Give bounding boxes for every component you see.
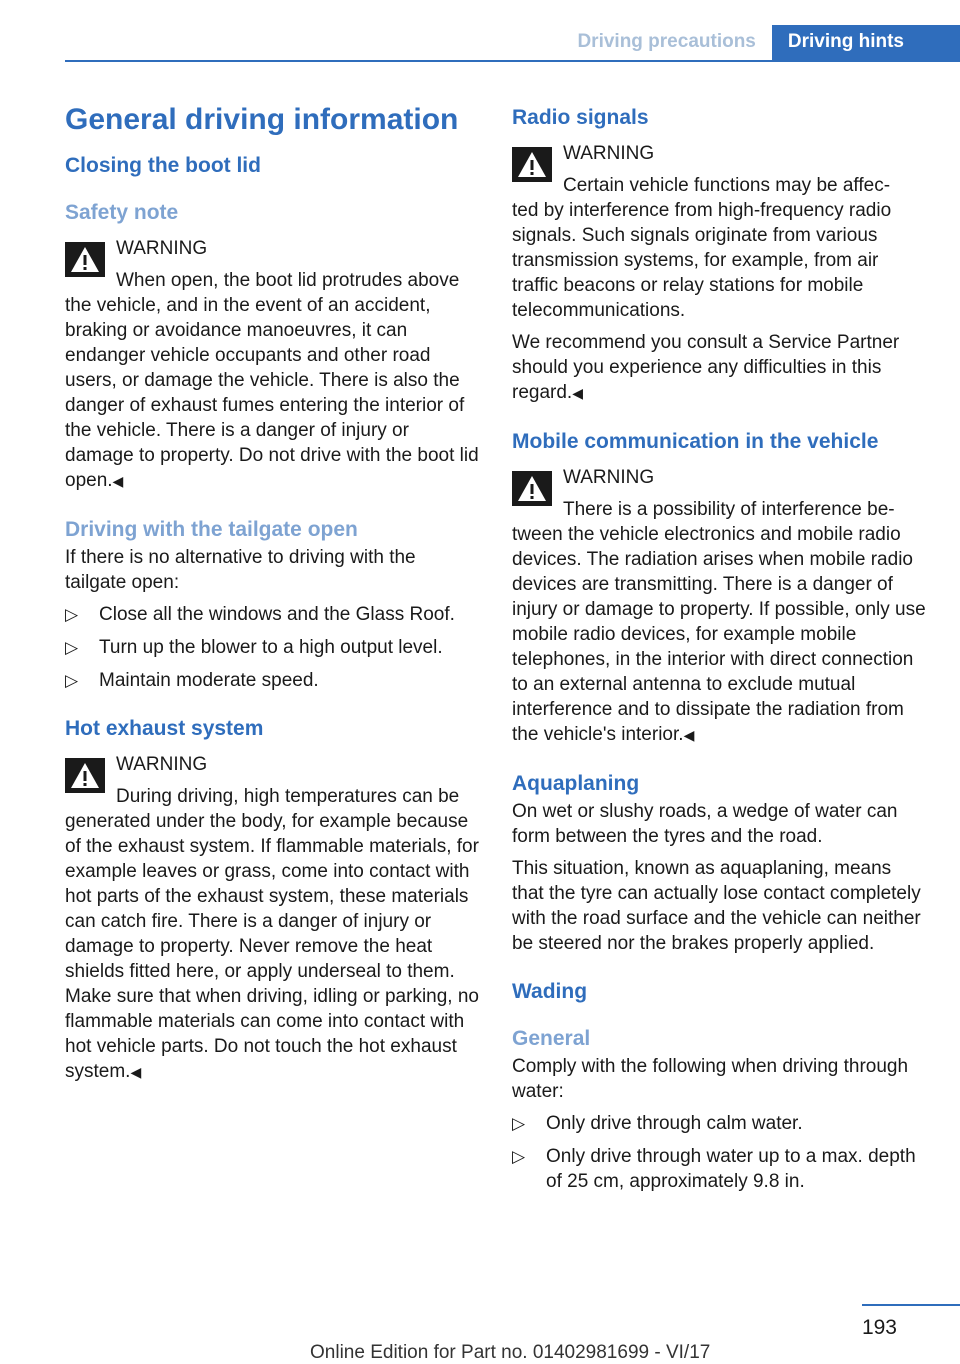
warning-text: ted by interference from high-frequency radio signals. Such signals originate from various transmission systems, for example, from air traffic beacons or relay stations for mobile telecommunications. (512, 200, 892, 321)
list-item: ▷ Only drive through water up to a max. depth of 25 cm, approximately 9.8 in. (512, 1146, 916, 1192)
end-mark: ◀ (572, 385, 583, 401)
end-mark: ◀ (130, 1064, 142, 1080)
aquaplaning-text: This situation, known as aquaplaning, means that the tyre can actually lose contact completely with the road surface and the vehicle can neither be steered nor the brakes properly applied. (512, 858, 921, 954)
safety-warning (65, 236, 479, 494)
bullet-icon: ▷ (512, 1114, 526, 1133)
aquaplaning-heading: Aquaplaning (512, 772, 640, 795)
tailgate-heading: Driving with the tailgate open (65, 518, 358, 541)
warning-text-first: When open, the boot lid protrudes above (116, 270, 460, 291)
general-heading: General (512, 1027, 591, 1050)
tab-driving-precautions[interactable]: Driving precautions (577, 31, 756, 52)
tailgate-intro: If there is no alternative to driving with the tailgate open: (65, 547, 416, 593)
aquaplaning-text: On wet or slushy roads, a wedge of water can form between the tyres and the road. (512, 801, 898, 847)
radio-recommend: We recommend you consult a Service Partner should you experience any difficulties in this regard. (512, 332, 900, 403)
warning-label: WARNING (116, 754, 208, 775)
radio-signals-heading: Radio signals (512, 106, 649, 129)
warning-label: WARNING (116, 238, 208, 259)
warning-text: tween the vehicle electronics and mobile radio devices. The radiation arises when mobile radio devices are transmitting. There is a danger of injury or damage to property. If possible, only use mobile radio devices, for example mobile telephones, in the interior with direct connection to an external antenna to exclude mutual interference and to dissipate the radiation from the vehicle's interior. (512, 524, 926, 745)
radio-warning (512, 141, 926, 323)
warning-triangle-icon (512, 147, 552, 182)
list-item: ▷ Maintain moderate speed. (65, 670, 319, 691)
safety-note-heading: Safety note (65, 201, 179, 224)
bullet-icon: ▷ (512, 1147, 526, 1166)
end-mark: ◀ (112, 473, 124, 489)
page-number: 193 (861, 1316, 897, 1339)
warning-text: the vehicle, and in the event of an accident, braking or avoidance manoeuvres, it can endanger vehicle occupants and other road users, or damage the vehicle. There is also the danger of exhaust fumes entering the interior of the vehicle. There is a danger of injury or damage to property. Do not drive with the boot lid open. (65, 295, 479, 491)
header-tabs (577, 25, 960, 61)
warning-triangle-icon (65, 758, 105, 793)
warning-text-first: There is a possibility of interference be- (563, 499, 895, 520)
footer-edition: Online Edition for Part no. 01402981699 - VI/17 (310, 1342, 711, 1363)
bullet-icon: ▷ (65, 638, 79, 657)
warning-text: generated under the body, for example because of the exhaust system. If flammable materials, for example leaves or grass, come into contact with hot parts of the exhaust system, these materials can catch fire. There is a danger of injury or damage to property. Never remove the heat shields fitted here, or apply underseal to them. Make sure that when driving, idling or parking, no flammable materials can come into contact with hot vehicle parts. Do not touch the hot exhaust system. (65, 811, 480, 1082)
list-item: ▷ Close all the windows and the Glass Roof. (65, 604, 455, 625)
warning-text-first: Certain vehicle functions may be affec- (563, 175, 891, 196)
exhaust-warning (65, 752, 479, 1085)
header-rule (65, 60, 960, 62)
tab-driving-hints[interactable]: Driving hints (772, 25, 960, 61)
boot-lid-heading: Closing the boot lid (65, 154, 261, 177)
warning-triangle-icon (65, 242, 105, 277)
wading-list (512, 1111, 926, 1194)
warning-text-first: During driving, high temperatures can be (116, 786, 460, 807)
warning-label: WARNING (563, 143, 655, 164)
hot-exhaust-heading: Hot exhaust system (65, 717, 264, 740)
bullet-icon: ▷ (65, 671, 79, 690)
warning-triangle-icon (512, 471, 552, 506)
mobile-communication-heading: Mobile communication in the vehicle (512, 430, 879, 453)
tailgate-list (65, 602, 479, 693)
page-title: General driving information (65, 103, 459, 136)
list-item: ▷ Only drive through calm water. (512, 1113, 803, 1134)
warning-label: WARNING (563, 467, 655, 488)
wading-heading: Wading (512, 980, 588, 1003)
right-column (512, 104, 926, 1202)
footer-rule (862, 1304, 960, 1306)
end-mark: ◀ (683, 727, 695, 743)
left-column (65, 96, 479, 1092)
list-item: ▷ Turn up the blower to a high output level. (65, 637, 443, 658)
bullet-icon: ▷ (65, 605, 79, 624)
mobile-warning (512, 465, 926, 748)
general-intro: Comply with the following when driving through water: (512, 1056, 909, 1102)
